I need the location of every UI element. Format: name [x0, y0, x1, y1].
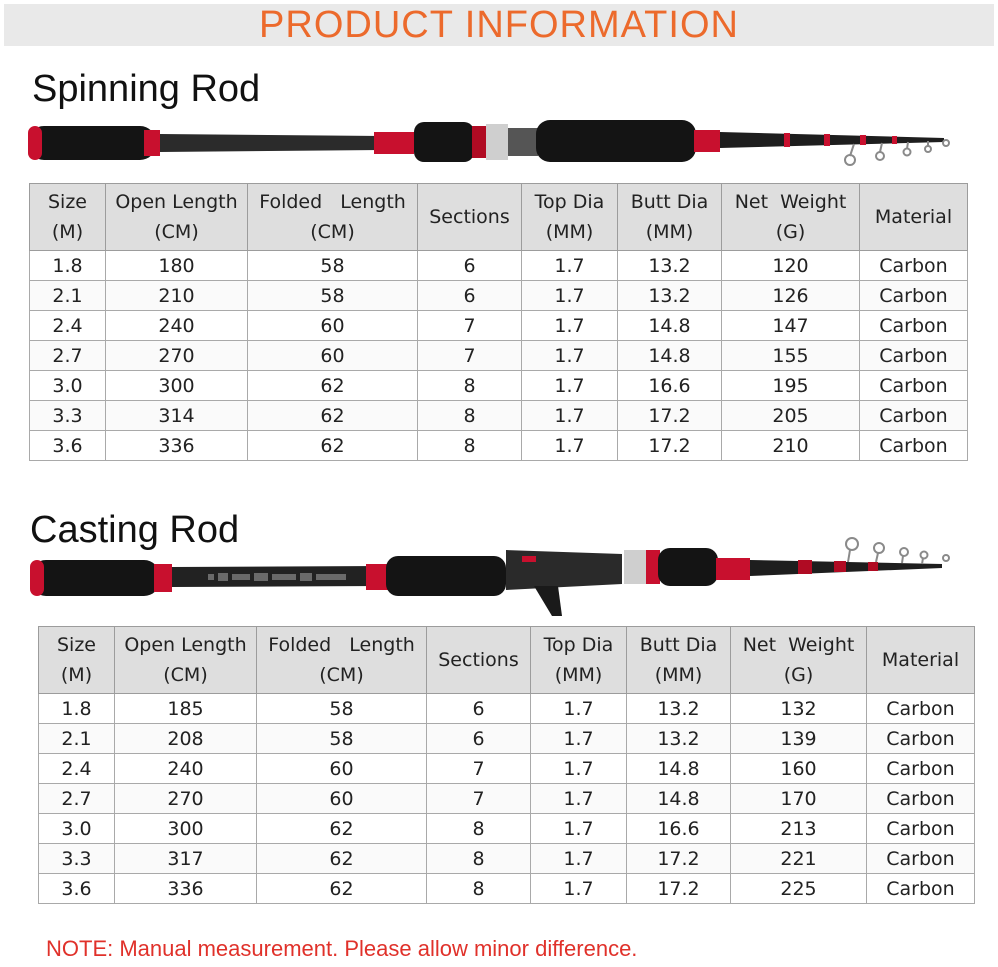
column-header-butt-dia: Butt Dia (MM): [618, 184, 722, 251]
table-header-row: [30, 184, 968, 251]
spinning-rod-title: Spinning Rod: [32, 68, 261, 110]
column-header-open-length: Open Length (CM): [106, 184, 248, 251]
table-cell: 336: [115, 874, 257, 904]
table-cell: 58: [257, 724, 427, 754]
table-cell: 147: [722, 311, 860, 341]
table-cell: 62: [248, 371, 418, 401]
table-cell: 205: [722, 401, 860, 431]
table-cell: 17.2: [618, 431, 722, 461]
table-cell: 317: [115, 844, 257, 874]
table-cell: 1.7: [522, 341, 618, 371]
table-cell: 1.8: [39, 694, 115, 724]
table-cell: 62: [248, 401, 418, 431]
casting-rod-image: [22, 520, 962, 620]
table-cell: 7: [427, 754, 531, 784]
table-cell: Carbon: [867, 754, 975, 784]
table-cell: Carbon: [860, 371, 968, 401]
table-cell: Carbon: [860, 431, 968, 461]
table-cell: 1.7: [531, 784, 627, 814]
casting-rod-title: Casting Rod: [30, 509, 240, 551]
table-cell: Carbon: [860, 251, 968, 281]
column-header-open-length: Open Length (CM): [115, 627, 257, 694]
table-cell: 14.8: [627, 754, 731, 784]
table-cell: 62: [257, 814, 427, 844]
table-cell: 7: [427, 784, 531, 814]
table-cell: 16.6: [618, 371, 722, 401]
column-header-top-dia: Top Dia (MM): [531, 627, 627, 694]
table-cell: 58: [248, 281, 418, 311]
casting-spec-table: [38, 626, 975, 904]
table-cell: Carbon: [860, 341, 968, 371]
table-cell: 14.8: [627, 784, 731, 814]
table-cell: 13.2: [627, 694, 731, 724]
table-cell: 6: [427, 694, 531, 724]
column-header-size: Size (M): [30, 184, 106, 251]
table-cell: 8: [427, 844, 531, 874]
table-cell: 3.0: [39, 814, 115, 844]
table-cell: 2.1: [39, 724, 115, 754]
table-cell: Carbon: [860, 281, 968, 311]
table-cell: 2.7: [30, 341, 106, 371]
table-cell: 58: [257, 694, 427, 724]
table-cell: 60: [248, 341, 418, 371]
table-cell: 170: [731, 784, 867, 814]
table-cell: 1.7: [522, 251, 618, 281]
table-cell: 8: [427, 874, 531, 904]
table-cell: 120: [722, 251, 860, 281]
table-cell: 60: [257, 754, 427, 784]
table-cell: 270: [106, 341, 248, 371]
table-cell: 1.7: [531, 694, 627, 724]
table-cell: 300: [115, 814, 257, 844]
table-row: [39, 724, 975, 754]
table-cell: 13.2: [618, 251, 722, 281]
table-cell: 1.7: [531, 874, 627, 904]
table-row: [39, 844, 975, 874]
table-cell: 213: [731, 814, 867, 844]
table-cell: 208: [115, 724, 257, 754]
table-cell: 210: [722, 431, 860, 461]
table-cell: 8: [427, 814, 531, 844]
column-header-material: Material: [860, 184, 968, 251]
column-header-size: Size (M): [39, 627, 115, 694]
spinning-table-body: [30, 251, 968, 461]
table-cell: 3.6: [39, 874, 115, 904]
table-row: [39, 694, 975, 724]
table-cell: 58: [248, 251, 418, 281]
table-cell: 17.2: [627, 874, 731, 904]
table-cell: 60: [257, 784, 427, 814]
table-cell: 1.7: [522, 401, 618, 431]
table-cell: 1.7: [522, 431, 618, 461]
table-cell: 14.8: [618, 311, 722, 341]
table-cell: Carbon: [867, 844, 975, 874]
table-cell: Carbon: [867, 814, 975, 844]
table-cell: 336: [106, 431, 248, 461]
table-cell: 155: [722, 341, 860, 371]
column-header-folded-length: Folded Length (CM): [257, 627, 427, 694]
table-row: [30, 431, 968, 461]
table-cell: 225: [731, 874, 867, 904]
table-cell: Carbon: [867, 724, 975, 754]
table-cell: 14.8: [618, 341, 722, 371]
title-banner: [4, 4, 994, 46]
table-cell: 300: [106, 371, 248, 401]
spinning-spec-table: [29, 183, 968, 461]
table-cell: Carbon: [867, 784, 975, 814]
column-header-net-weight: Net Weight (G): [722, 184, 860, 251]
table-cell: Carbon: [867, 874, 975, 904]
column-header-net-weight: Net Weight (G): [731, 627, 867, 694]
table-cell: Carbon: [860, 311, 968, 341]
table-cell: 1.7: [531, 724, 627, 754]
table-cell: 1.7: [522, 281, 618, 311]
table-cell: 1.7: [522, 311, 618, 341]
table-cell: 195: [722, 371, 860, 401]
table-cell: 13.2: [618, 281, 722, 311]
table-cell: Carbon: [867, 694, 975, 724]
table-cell: 6: [427, 724, 531, 754]
table-cell: 3.3: [39, 844, 115, 874]
table-row: [39, 874, 975, 904]
table-row: [39, 784, 975, 814]
table-cell: 270: [115, 784, 257, 814]
table-cell: 62: [248, 431, 418, 461]
table-cell: 8: [418, 431, 522, 461]
table-cell: 240: [115, 754, 257, 784]
table-cell: 126: [722, 281, 860, 311]
table-cell: 6: [418, 251, 522, 281]
table-row: [30, 281, 968, 311]
table-cell: 3.3: [30, 401, 106, 431]
table-row: [30, 371, 968, 401]
column-header-butt-dia: Butt Dia (MM): [627, 627, 731, 694]
table-cell: 3.6: [30, 431, 106, 461]
table-cell: 210: [106, 281, 248, 311]
table-cell: 160: [731, 754, 867, 784]
table-cell: 8: [418, 401, 522, 431]
table-cell: 3.0: [30, 371, 106, 401]
table-row: [39, 754, 975, 784]
table-cell: 185: [115, 694, 257, 724]
table-row: [30, 341, 968, 371]
table-cell: 1.7: [531, 844, 627, 874]
table-cell: 1.8: [30, 251, 106, 281]
table-cell: 139: [731, 724, 867, 754]
column-header-sections: Sections: [418, 184, 522, 251]
table-cell: 2.7: [39, 784, 115, 814]
measurement-note: NOTE: Manual measurement. Please allow minor difference.: [46, 936, 638, 961]
column-header-folded-length: Folded Length (CM): [248, 184, 418, 251]
table-cell: 314: [106, 401, 248, 431]
table-cell: Carbon: [860, 401, 968, 431]
table-cell: 180: [106, 251, 248, 281]
table-cell: 2.4: [39, 754, 115, 784]
column-header-material: Material: [867, 627, 975, 694]
table-cell: 1.7: [522, 371, 618, 401]
table-row: [30, 251, 968, 281]
table-cell: 62: [257, 874, 427, 904]
table-cell: 7: [418, 341, 522, 371]
table-cell: 132: [731, 694, 867, 724]
table-cell: 16.6: [627, 814, 731, 844]
table-cell: 2.4: [30, 311, 106, 341]
table-cell: 2.1: [30, 281, 106, 311]
page-title: PRODUCT INFORMATION: [259, 3, 739, 46]
spinning-rod-image: [24, 112, 964, 180]
table-cell: 60: [248, 311, 418, 341]
table-cell: 17.2: [618, 401, 722, 431]
table-row: [39, 814, 975, 844]
column-header-sections: Sections: [427, 627, 531, 694]
column-header-top-dia: Top Dia (MM): [522, 184, 618, 251]
table-cell: 7: [418, 311, 522, 341]
table-cell: 1.7: [531, 754, 627, 784]
casting-table-body: [39, 694, 975, 904]
table-row: [30, 401, 968, 431]
table-cell: 6: [418, 281, 522, 311]
table-row: [30, 311, 968, 341]
table-header-row: [39, 627, 975, 694]
table-cell: 240: [106, 311, 248, 341]
table-cell: 221: [731, 844, 867, 874]
table-cell: 17.2: [627, 844, 731, 874]
table-cell: 1.7: [531, 814, 627, 844]
table-cell: 8: [418, 371, 522, 401]
table-cell: 13.2: [627, 724, 731, 754]
table-cell: 62: [257, 844, 427, 874]
